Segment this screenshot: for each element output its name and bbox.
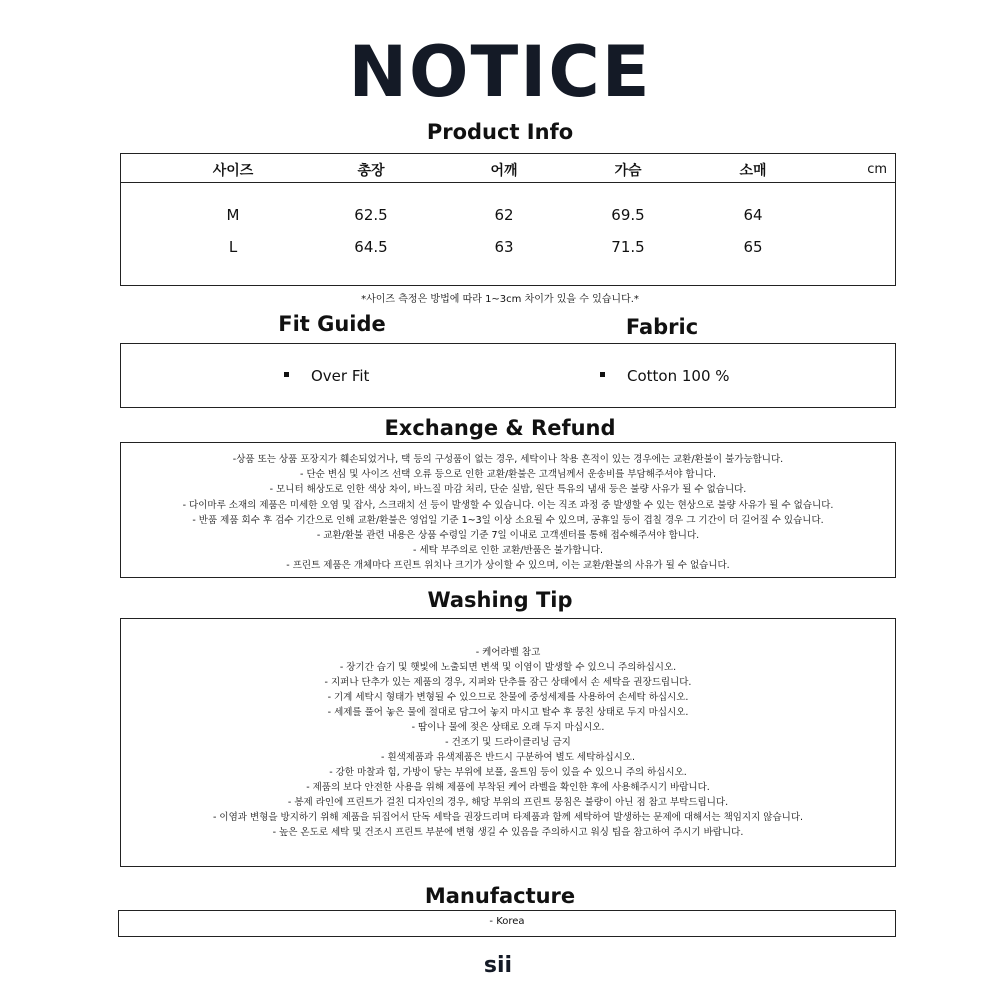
exchange-line: - 반품 제품 회수 후 검수 기간으로 인해 교환/환불은 영업일 기준 1~3일 이상 소요될 수 있으며, 공휴일 등이 겹칠 경우 그 기간이 더 길어질 수 있습니다.: [192, 514, 824, 526]
table-cell: 69.5: [611, 206, 645, 224]
size-note: *사이즈 측정은 방법에 따라 1~3cm 차이가 있을 수 있습니다.*: [361, 294, 639, 305]
manufacture-heading: Manufacture: [424, 884, 576, 908]
logo-text: sii: [483, 953, 513, 978]
exchange-line: - 프린트 제품은 개체마다 프린트 위치나 크기가 상이할 수 있으며, 이는 교환/환불의 사유가 될 수 없습니다.: [286, 560, 730, 572]
fit-guide-value: Over Fit: [311, 367, 370, 385]
exchange-text: [121, 452, 895, 574]
bullet-icon: [284, 372, 289, 377]
manufacture-box: [118, 910, 896, 937]
washing-line: - 제품의 보다 안전한 사용을 위해 제품에 부착된 케어 라벨을 확인한 후에 사용해주시기 바랍니다.: [306, 782, 710, 793]
exchange-heading: Exchange & Refund: [384, 416, 616, 440]
washing-line: - 흰색제품과 유색제품은 반드시 구분하여 별도 세탁하십시오.: [381, 752, 635, 763]
fit-guide-heading: Fit Guide: [278, 312, 386, 336]
washing-line: - 높은 온도로 세탁 및 건조시 프린트 부분에 변형 생길 수 있음을 주의하시고 워싱 팁을 참고하여 주시기 바랍니다.: [272, 827, 744, 838]
unit-label: cm: [867, 162, 887, 177]
washing-heading: Washing Tip: [427, 588, 573, 612]
washing-line: - 장기간 습기 및 햇빛에 노출되면 변색 및 이염이 발생할 수 있으니 주의하십시오.: [339, 662, 677, 673]
table-cell: 64: [743, 206, 763, 224]
fit-fabric-box: [120, 343, 896, 408]
fit-guide-item: [284, 367, 369, 385]
washing-line: - 케어라벨 참고: [475, 647, 541, 658]
table-cell: 71.5: [611, 238, 645, 256]
column-header: 어깨: [490, 163, 518, 179]
washing-line: - 땀이나 물에 젖은 상태로 오래 두지 마십시오.: [411, 722, 605, 733]
exchange-line: - 단순 변심 및 사이즈 선택 오류 등으로 인한 교환/환불은 고객님께서 운송비를 부담해주셔야 합니다.: [300, 469, 716, 481]
washing-line: - 봉제 라인에 프린트가 걸친 디자인의 경우, 해당 부위의 프린트 뭉침은 불량이 아닌 점 참고 부탁드립니다.: [287, 797, 729, 808]
column-header: 소매: [739, 163, 767, 179]
table-cell: 62: [494, 206, 514, 224]
table-cell: 64.5: [354, 238, 388, 256]
manufacture-value: - Korea: [489, 916, 525, 927]
header-divider: [121, 182, 895, 183]
brand-logo: [478, 950, 518, 978]
washing-line: - 이염과 변형을 방지하기 위해 제품을 뒤집어서 단독 세탁을 권장드리며 타제품과 함께 세탁하여 발생하는 문제에 대해서는 책임지지 않습니다.: [212, 812, 804, 823]
washing-line: - 세제를 풀어 놓은 물에 절대로 담그어 놓지 마시고 탈수 후 뭉친 상태로 두지 마십시오.: [327, 707, 689, 718]
washing-text: [121, 645, 895, 840]
washing-line: - 건조기 및 드라이클리닝 금지: [445, 737, 571, 748]
table-cell: M: [226, 206, 240, 224]
table-cell: 62.5: [354, 206, 388, 224]
product-info-heading: Product Info: [426, 120, 574, 144]
exchange-line: - 모니터 해상도로 인한 색상 차이, 바느질 마감 처리, 단순 실밥, 원단 특유의 냄새 등은 불량 사유가 될 수 없습니다.: [269, 484, 747, 496]
fabric-heading: Fabric: [625, 315, 699, 339]
washing-line: - 강한 마찰과 힘, 가방이 닿는 부위에 보풀, 올트임 등이 있을 수 있으니 주의 하십시오.: [329, 767, 687, 778]
exchange-line: - 다이마루 소재의 제품은 미세한 오염 및 잡사, 스크래치 선 등이 발생할 수 있습니다. 이는 직조 과정 중 발생할 수 있는 현상으로 불량 사유가 될 수 없습니다.: [182, 499, 834, 511]
washing-line: - 기계 세탁시 형태가 변형될 수 있으므로 찬물에 중성세제를 사용하여 손세탁 하십시오.: [327, 692, 689, 703]
table-cell: L: [228, 238, 238, 256]
washing-line: - 지퍼나 단추가 있는 제품의 경우, 지퍼와 단추를 잠근 상태에서 손 세탁을 권장드립니다.: [324, 677, 692, 688]
washing-box: [120, 618, 896, 867]
exchange-line: - 교환/환불 관련 내용은 상품 수령일 기준 7일 이내로 고객센터를 통해 접수해주셔야 합니다.: [316, 530, 700, 542]
bullet-icon: [600, 372, 605, 377]
fabric-item: [600, 367, 730, 385]
exchange-box: [120, 442, 896, 578]
table-cell: 63: [494, 238, 514, 256]
page-title: NOTICE: [348, 31, 652, 113]
exchange-line: -상품 또는 상품 포장지가 훼손되었거나, 택 등의 구성품이 없는 경우, 세탁이나 착용 흔적이 있는 경우에는 교환/환불이 불가능합니다.: [232, 454, 784, 465]
size-table: [120, 153, 896, 286]
exchange-line: - 세탁 부주의로 인한 교환/반품은 불가합니다.: [413, 545, 603, 557]
column-header: 가슴: [614, 163, 642, 179]
fabric-value: Cotton 100 %: [627, 367, 730, 385]
column-header: 사이즈: [212, 163, 254, 179]
column-header: 총장: [357, 163, 385, 179]
table-cell: 65: [743, 238, 763, 256]
